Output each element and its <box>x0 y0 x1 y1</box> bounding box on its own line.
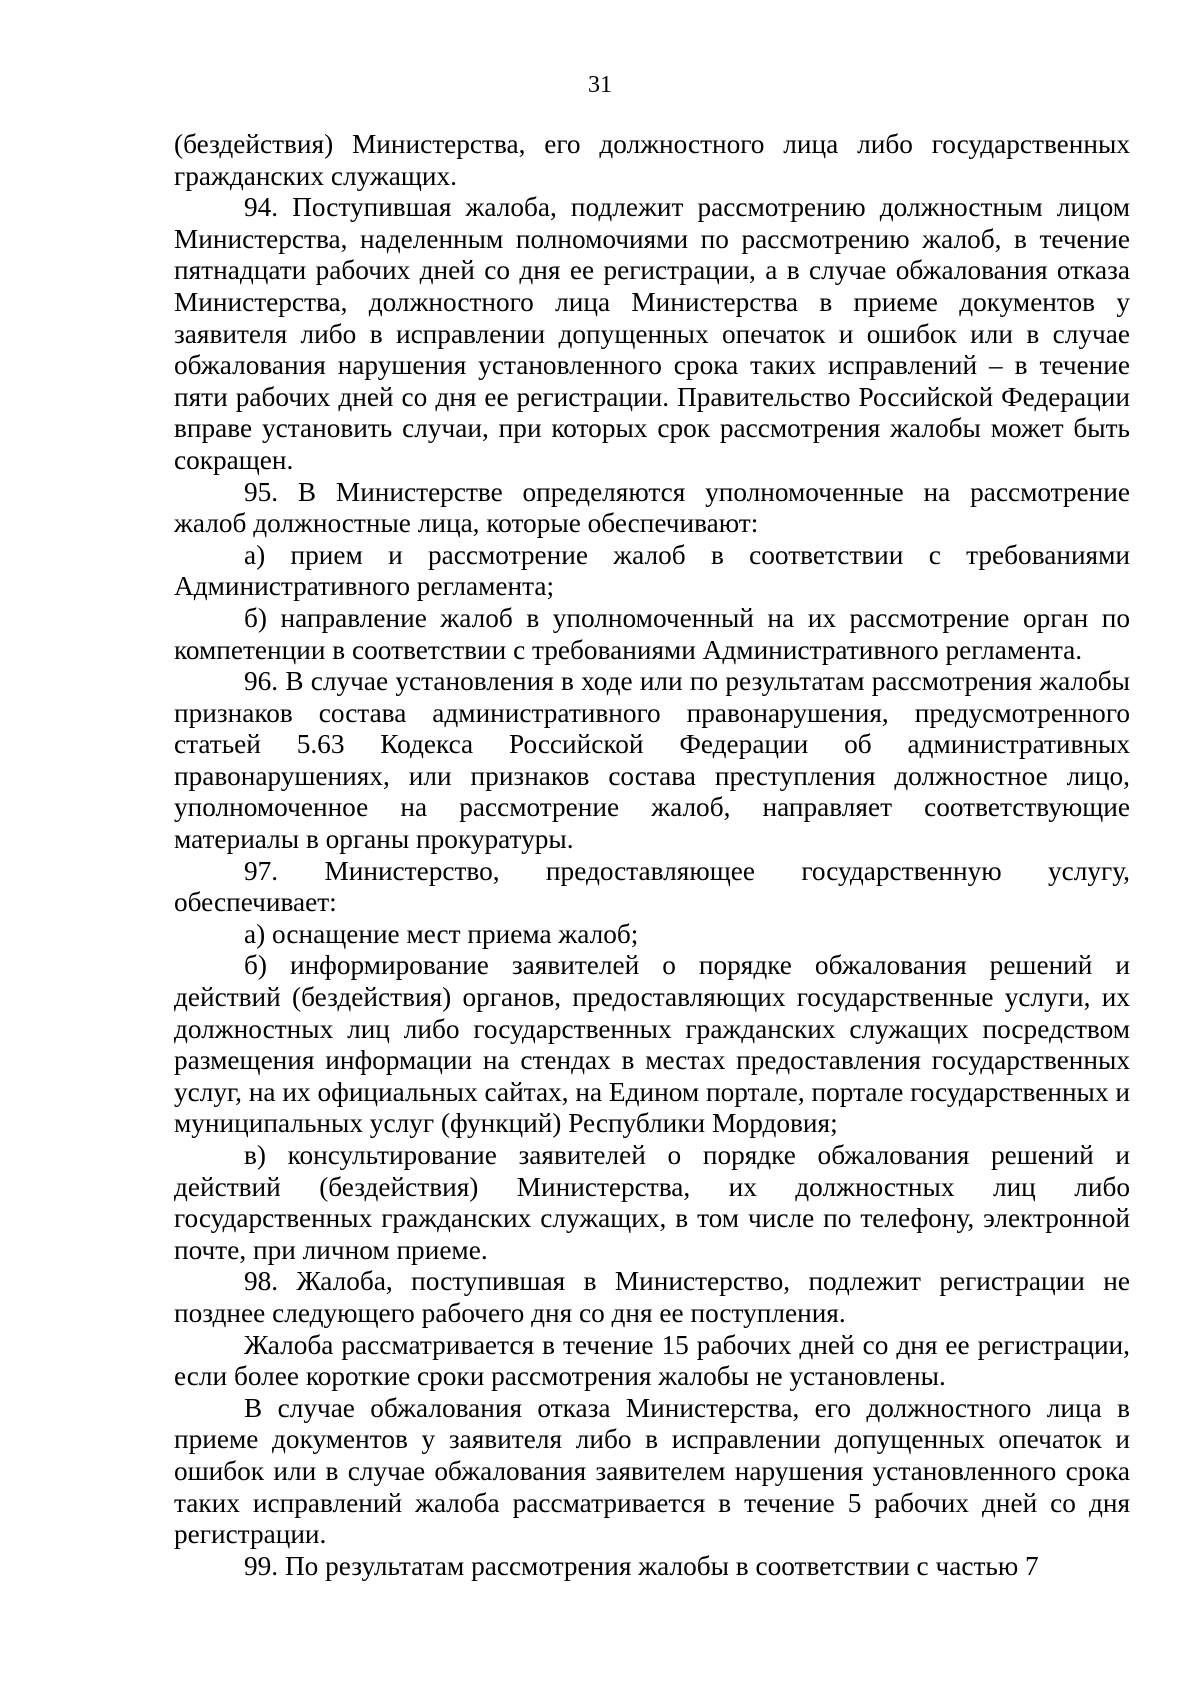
paragraph-96: 96. В случае установления в ходе или по результатам рассмотрения жалобы признаков состава административного правонарушения, предусмотренного статьей 5.63 Кодекса Российской Федерации об административных правонарушениях, или признаков состава преступления должностное лицо, уполномоченное на рассмотрение жалоб, направляет соответствующие материалы в органы прокуратуры. <box>174 666 1130 855</box>
paragraph-98: 98. Жалоба, поступившая в Министерство, подлежит регистрации не позднее следующего рабочего дня со дня ее поступления. <box>174 1266 1130 1328</box>
paragraph-97-a: а) оснащение мест приема жалоб; <box>244 918 639 949</box>
paragraph-97-v: в) консультирование заявителей о порядке обжалования решений и действий (бездействия) Министерства, их должностных лиц либо государственных гражданских служащих, в том числе по телефону, электронной почте, при личном приеме. <box>174 1140 1130 1265</box>
paragraph-99: 99. По результатам рассмотрения жалобы в соответствии с частью 7 <box>244 1550 1039 1581</box>
paragraph-94: 94. Поступившая жалоба, подлежит рассмотрению должностным лицом Министерства, наделенным полномочиями по рассмотрению жалоб, в течение пятнадцати рабочих дней со дня ее регистрации, а в случае обжалования отказа Министерства, должностного лица Министерства в приеме документов у заявителя либо в исправлении допущенных опечаток и ошибок или в случае обжалования нарушения установленного срока таких исправлений – в течение пяти рабочих дней со дня ее регистрации. Правительство Российской Федерации вправе установить случаи, при которых срок рассмотрения жалобы может быть сокращен. <box>174 192 1130 475</box>
paragraph-95-b: б) направление жалоб в уполномоченный на их рассмотрение орган по компетенции в соответствии с требованиями Административного регламента. <box>174 602 1130 665</box>
paragraph-97-b: б) информирование заявителей о порядке обжалования решений и действий (бездействия) органов, предоставляющих государственные услуги, их должностных лиц либо государственных гражданских служащих посредством размещения информации на стендах в местах предоставления государственных услуг, на их официальных сайтах, на Едином портале, портале государственных и муниципальных услуг (функций) Республики Мордовия; <box>174 950 1130 1139</box>
paragraph-continuation: (бездействия) Министерства, его должностного лица либо государственных гражданских служащих. <box>174 129 1130 191</box>
paragraph-98-refusal: В случае обжалования отказа Министерства, его должностного лица в приеме документов у заявителя либо в исправлении допущенных опечаток и ошибок или в случае обжалования заявителем нарушения установленного срока таких исправлений жалоба рассматривается в течение 5 рабочих дней со дня регистрации. <box>174 1392 1130 1550</box>
page-number: 31 <box>588 72 612 98</box>
paragraph-98-term: Жалоба рассматривается в течение 15 рабочих дней со дня ее регистрации, если более короткие сроки рассмотрения жалобы не установлены. <box>174 1329 1130 1392</box>
paragraph-97: 97. Министерство, предоставляющее государственную услугу, обеспечивает: <box>174 855 1130 918</box>
document-body <box>174 129 1130 1582</box>
paragraph-95: 95. В Министерстве определяются уполномоченные на рассмотрение жалоб должностные лица, которые обеспечивают: <box>174 476 1130 539</box>
paragraph-95-a: а) прием и рассмотрение жалоб в соответствии с требованиями Административного регламента; <box>174 539 1130 602</box>
